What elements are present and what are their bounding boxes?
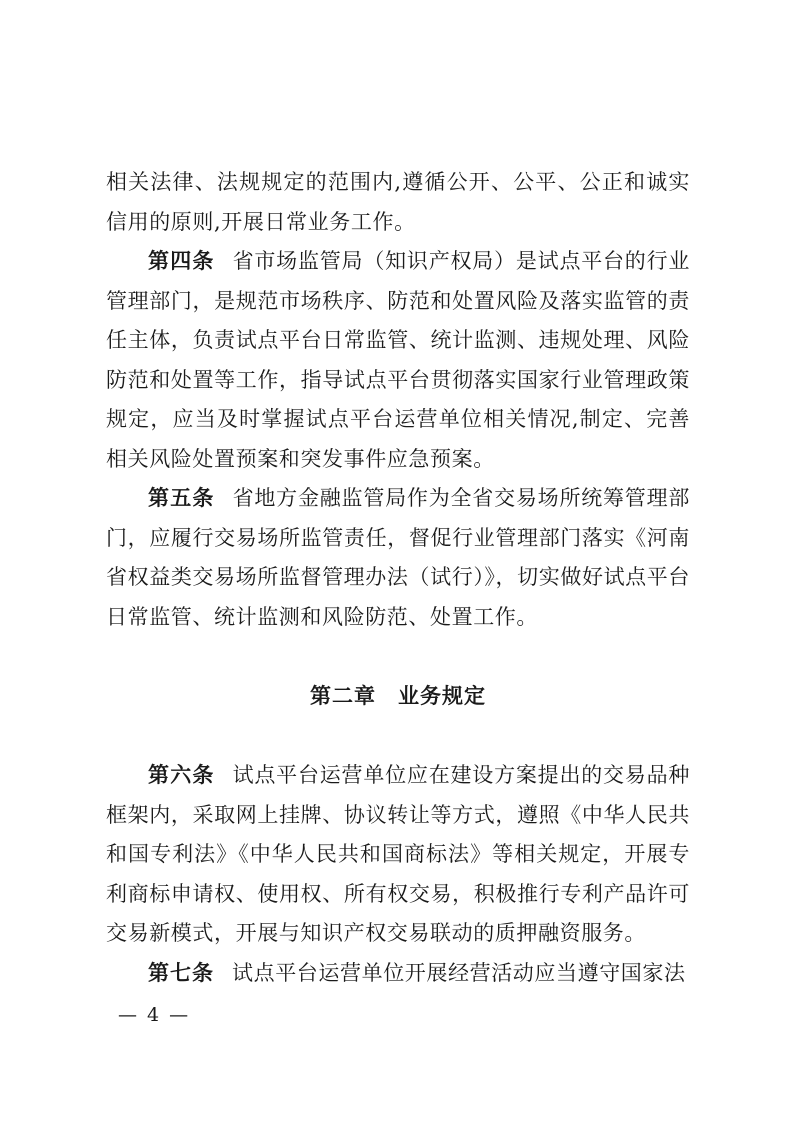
article-text: 省地方金融监管局作为全省交易场所统筹管理部门，应履行交易场所监管责任，督促行业管理部门落实《河南省权益类交易场所监督管理办法（试行）》，切实做好试点平台日常监管、统计监测和风险防范、处置工作。 <box>106 486 690 629</box>
chapter-heading <box>106 677 690 716</box>
article-label: 第六条 <box>148 763 215 787</box>
article-6 <box>106 756 690 954</box>
article-5 <box>106 479 690 637</box>
paragraph-text: 相关法律、法规规定的范围内,遵循公开、公平、公正和诚实信用的原则,开展日常业务工作。 <box>106 170 690 234</box>
article-text: 试点平台运营单位应在建设方案提出的交易品种框架内，采取网上挂牌、协议转让等方式，遵照《中华人民共和国专利法》《中华人民共和国商标法》等相关规定，开展专利商标申请权、使用权、所有权交易，积极推行专利产品许可交易新模式，开展与知识产权交易联动的质押融资服务。 <box>106 763 690 945</box>
chapter-number: 第二章 <box>310 684 376 708</box>
article-7 <box>106 954 690 994</box>
page-number: — 4 — <box>118 1004 191 1026</box>
article-label: 第五条 <box>148 486 215 510</box>
article-text: 试点平台运营单位开展经营活动应当遵守国家法 <box>232 960 686 985</box>
chapter-title: 业务规定 <box>398 684 486 708</box>
article-4 <box>106 242 690 479</box>
article-label: 第四条 <box>148 249 215 273</box>
document-body <box>106 163 690 993</box>
article-text: 省市场监管局（知识产权局）是试点平台的行业管理部门，是规范市场秩序、防范和处置风险及落实监管的责任主体，负责试点平台日常监管、统计监测、违规处理、风险防范和处置等工作，指导试点平台贯彻落实国家行业管理政策规定，应当及时掌握试点平台运营单位相关情况,制定、完善相关风险处置预案和突发事件应急预案。 <box>106 249 690 471</box>
paragraph-continuation <box>106 163 690 242</box>
article-label: 第七条 <box>148 960 214 985</box>
